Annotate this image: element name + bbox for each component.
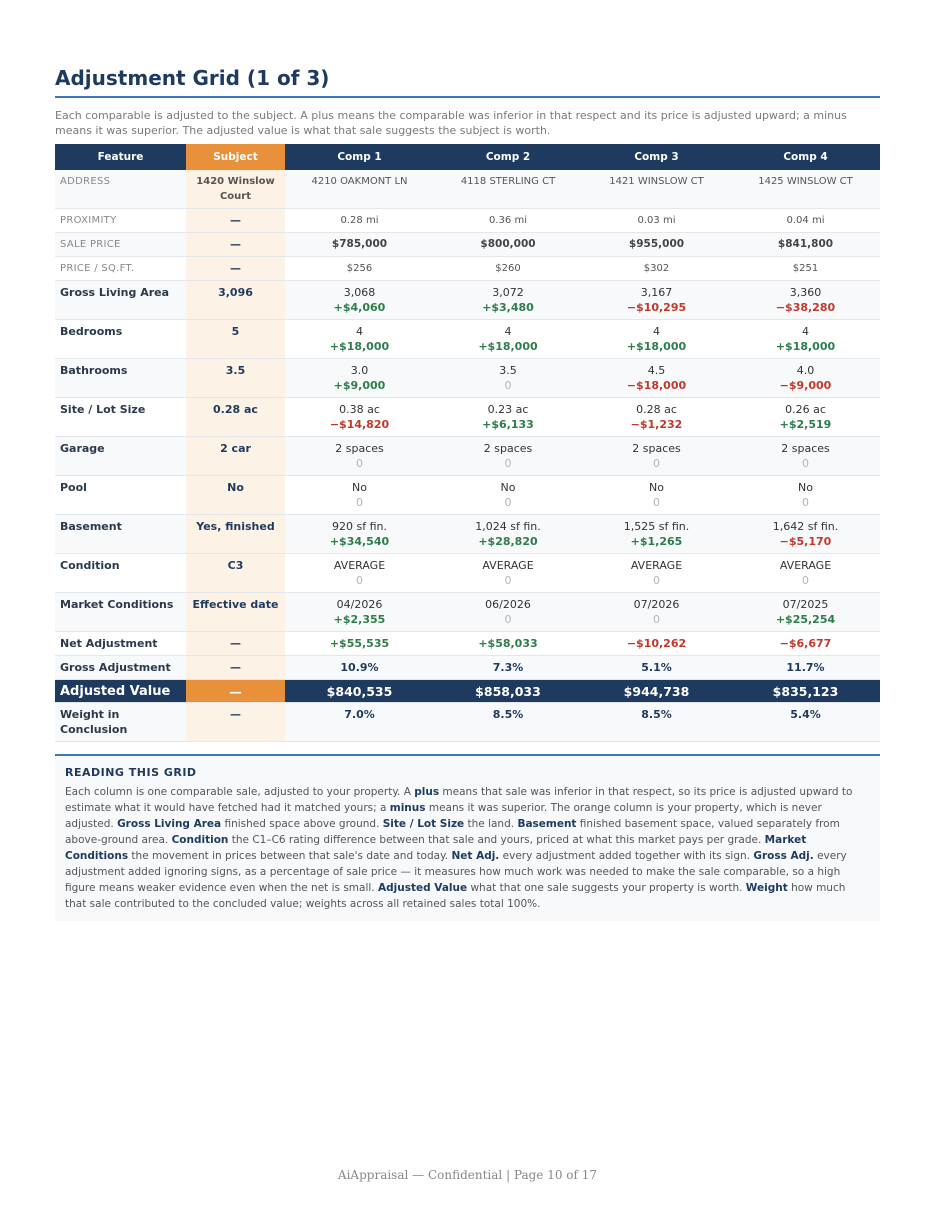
comp-cell xyxy=(434,281,582,320)
comp-cell: 0.28 mi xyxy=(285,209,434,233)
row-label: Site / Lot Size xyxy=(55,398,186,437)
row-feature xyxy=(55,554,880,593)
comp-cell xyxy=(582,398,731,437)
subject-cell: 3.5 xyxy=(186,359,285,398)
comp-cell: $256 xyxy=(285,257,434,281)
header-subject: Subject xyxy=(186,144,285,170)
comp-adjustment: −$18,000 xyxy=(626,379,687,392)
comp-cell xyxy=(731,593,880,632)
comp-value: 0.28 ac xyxy=(636,403,677,416)
reading-guide-title: READING THIS GRID xyxy=(65,766,197,779)
comp-value: AVERAGE xyxy=(630,559,683,572)
comp-adjustment: +$25,254 xyxy=(775,613,836,626)
comp-adjustment: 0 xyxy=(504,613,512,626)
comp-adjustment: +$3,480 xyxy=(482,301,534,314)
header-feature: Feature xyxy=(55,144,186,170)
row-label: PROXIMITY xyxy=(55,209,186,233)
comp-cell: 5.1% xyxy=(582,656,731,680)
legend-segment: how much that sale contributed to the concluded value; weights across all retained sales total 100%. xyxy=(65,882,846,910)
comp-adjustment: 0 xyxy=(356,574,363,587)
comp-cell xyxy=(582,593,731,632)
subject-cell: Yes, finished xyxy=(186,515,285,554)
comp-cell xyxy=(582,437,731,476)
comp-cell xyxy=(434,515,582,554)
comp-cell xyxy=(285,437,434,476)
term: Adjusted Value xyxy=(377,882,468,894)
comp-value: No xyxy=(500,481,516,494)
comp-cell xyxy=(434,437,582,476)
net-value: +$55,535 xyxy=(329,637,390,650)
header-comp-3: Comp 3 xyxy=(582,144,731,170)
subject-cell: Effective date xyxy=(186,593,285,632)
comp-cell xyxy=(731,515,880,554)
term: plus xyxy=(414,786,440,798)
comp-adjustment: 0 xyxy=(653,496,660,509)
comp-adjustment: −$10,295 xyxy=(626,301,687,314)
subject-cell: — xyxy=(186,209,285,233)
comp-cell: 4210 OAKMONT LN xyxy=(285,170,434,209)
comp-cell xyxy=(731,320,880,359)
comp-cell xyxy=(731,476,880,515)
row-label: PRICE / SQ.FT. xyxy=(55,257,186,281)
comp-cell: 4118 STERLING CT xyxy=(434,170,582,209)
term: Net Adj. xyxy=(451,850,500,862)
row-label: Weight in Conclusion xyxy=(55,703,186,742)
comp-cell xyxy=(434,359,582,398)
comp-adjustment: +$18,000 xyxy=(329,340,390,353)
legend-segment: finished space above ground. xyxy=(221,818,383,830)
row-address xyxy=(55,170,880,209)
row-label: Pool xyxy=(55,476,186,515)
comp-cell xyxy=(582,554,731,593)
subject-cell: — xyxy=(186,680,285,703)
term: Basement xyxy=(517,818,577,830)
row-net-adjustment xyxy=(55,632,880,656)
subject-cell: — xyxy=(186,257,285,281)
comp-adjustment: +$2,355 xyxy=(333,613,386,626)
legend-segment: means that sale was inferior in that respect, so its price is adjusted upward to estimate what it would have fetched had it matched yours; a xyxy=(65,786,853,814)
subject-cell: C3 xyxy=(186,554,285,593)
term: Market Conditions xyxy=(65,834,807,862)
comp-cell: 0.04 mi xyxy=(731,209,880,233)
comp-value: No xyxy=(352,481,367,494)
comp-cell xyxy=(285,593,434,632)
comp-value: No xyxy=(798,481,813,494)
comp-value: 0.38 ac xyxy=(339,403,380,416)
comp-value: 3,068 xyxy=(343,286,376,299)
comp-value: 4.5 xyxy=(647,364,666,377)
comp-value: 1,525 sf fin. xyxy=(623,520,690,533)
subject-cell: No xyxy=(186,476,285,515)
row-label: Gross Adjustment xyxy=(55,656,186,680)
comp-cell: $955,000 xyxy=(582,233,731,257)
term: Gross Adj. xyxy=(753,850,814,862)
comp-adjustment: +$18,000 xyxy=(626,340,687,353)
comp-value: 920 sf fin. xyxy=(332,520,387,533)
term: minus xyxy=(389,802,426,814)
comp-adjustment: +$18,000 xyxy=(775,340,836,353)
comp-cell xyxy=(582,476,731,515)
legend-segment: finished basement space, valued separately from above-ground area. xyxy=(65,818,840,846)
comp-value: 2 spaces xyxy=(781,442,830,455)
comp-adjustment: 0 xyxy=(653,613,660,626)
subject-cell: — xyxy=(186,656,285,680)
row-label: Bathrooms xyxy=(55,359,186,398)
comp-adjustment: +$9,000 xyxy=(333,379,386,392)
row-feature xyxy=(55,515,880,554)
comp-cell: $841,800 xyxy=(731,233,880,257)
comp-cell: 0.36 mi xyxy=(434,209,582,233)
comp-adjustment: +$18,000 xyxy=(478,340,538,353)
comp-value: No xyxy=(649,481,664,494)
comp-value: 2 spaces xyxy=(335,442,384,455)
legend-segment: Each column is one comparable sale, adjusted to your property. A xyxy=(65,786,415,798)
comp-value: 4 xyxy=(504,325,512,338)
subject-cell: 0.28 ac xyxy=(186,398,285,437)
comp-value: 4 xyxy=(356,325,363,338)
comp-cell: 5.4% xyxy=(731,703,880,742)
comp-adjustment: 0 xyxy=(356,496,363,509)
subject-cell: 1420 Winslow Court xyxy=(186,170,285,209)
comp-cell xyxy=(731,359,880,398)
subject-cell: 3,096 xyxy=(186,281,285,320)
comp-cell: 7.0% xyxy=(285,703,434,742)
row-price-sqft xyxy=(55,257,880,281)
row-weight xyxy=(55,703,880,742)
comp-cell xyxy=(285,476,434,515)
comp-cell xyxy=(285,320,434,359)
row-label: SALE PRICE xyxy=(55,233,186,257)
comp-value: 07/2026 xyxy=(633,598,680,611)
comp-adjustment: −$9,000 xyxy=(779,379,832,392)
row-feature xyxy=(55,281,880,320)
header-comp-1: Comp 1 xyxy=(285,144,434,170)
comp-cell xyxy=(731,632,880,656)
row-label: Gross Living Area xyxy=(55,281,186,320)
comp-cell xyxy=(285,398,434,437)
comp-adjustment: +$1,265 xyxy=(630,535,683,548)
row-label: Garage xyxy=(55,437,186,476)
comp-cell xyxy=(582,632,731,656)
row-label: Basement xyxy=(55,515,186,554)
comp-adjustment: +$2,519 xyxy=(779,418,832,431)
subject-cell: 2 car xyxy=(186,437,285,476)
comp-value: 4 xyxy=(653,325,660,338)
comp-adjustment: −$38,280 xyxy=(775,301,836,314)
comp-adjustment: 0 xyxy=(504,457,512,470)
comp-value: AVERAGE xyxy=(779,559,832,572)
row-proximity xyxy=(55,209,880,233)
comp-cell: 11.7% xyxy=(731,656,880,680)
comp-adjustment: +$34,540 xyxy=(329,535,390,548)
row-feature xyxy=(55,593,880,632)
row-sale-price xyxy=(55,233,880,257)
comp-value: 0.26 ac xyxy=(785,403,826,416)
comp-cell: $785,000 xyxy=(285,233,434,257)
row-feature xyxy=(55,437,880,476)
comp-cell: $260 xyxy=(434,257,582,281)
comp-cell: 8.5% xyxy=(434,703,582,742)
comp-cell xyxy=(582,515,731,554)
comp-adjustment: 0 xyxy=(504,574,512,587)
comp-value: 04/2026 xyxy=(336,598,383,611)
legend-segment: every adjustment added together with its sign. xyxy=(499,850,754,862)
page-footer: AiAppraisal — Confidential | Page 10 of 17 xyxy=(337,1168,598,1182)
row-feature xyxy=(55,359,880,398)
legend-segment: the C1–C6 rating difference between that sale and yours, priced at what this market pays per grade. xyxy=(228,834,765,846)
comp-cell xyxy=(582,320,731,359)
row-label: ADDRESS xyxy=(55,170,186,209)
term: Condition xyxy=(171,834,229,846)
comp-adjustment: −$1,232 xyxy=(630,418,683,431)
reading-guide xyxy=(55,754,880,921)
row-feature xyxy=(55,320,880,359)
comp-cell xyxy=(731,437,880,476)
page-title: Adjustment Grid (1 of 3) xyxy=(55,66,880,98)
comp-adjustment: 0 xyxy=(802,457,809,470)
legend-segment: what that one sale suggests your property is worth. xyxy=(467,882,746,894)
comp-value: 3,072 xyxy=(492,286,524,299)
comp-value: 1,642 sf fin. xyxy=(772,520,839,533)
comp-cell: 1421 WINSLOW CT xyxy=(582,170,731,209)
grid-header-row xyxy=(55,144,880,170)
comp-cell xyxy=(582,359,731,398)
comp-cell xyxy=(285,515,434,554)
header-comp-2: Comp 2 xyxy=(434,144,582,170)
comp-cell xyxy=(434,320,582,359)
comp-value: 06/2026 xyxy=(485,598,531,611)
row-gross-adjustment xyxy=(55,656,880,680)
row-label: Adjusted Value xyxy=(55,680,186,703)
comp-cell: $858,033 xyxy=(434,680,582,703)
comp-cell xyxy=(285,281,434,320)
comp-cell: 1425 WINSLOW CT xyxy=(731,170,880,209)
comp-value: AVERAGE xyxy=(333,559,386,572)
legend-segment: the land. xyxy=(464,818,518,830)
comp-adjustment: +$4,060 xyxy=(333,301,386,314)
comp-value: 3.0 xyxy=(350,364,369,377)
subject-cell: — xyxy=(186,233,285,257)
comp-cell xyxy=(434,554,582,593)
intro-text: Each comparable is adjusted to the subject. A plus means the comparable was inferior in that respect and its price is adjusted upward; a minus means it was superior. The adjusted value is what that sale suggests the subject is worth. xyxy=(55,109,847,137)
comp-cell xyxy=(731,554,880,593)
comp-cell: 0.03 mi xyxy=(582,209,731,233)
comp-cell: $251 xyxy=(731,257,880,281)
comp-value: 2 spaces xyxy=(632,442,681,455)
comp-cell: 7.3% xyxy=(434,656,582,680)
comp-cell xyxy=(434,398,582,437)
comp-adjustment: +$28,820 xyxy=(478,535,538,548)
net-value: −$10,262 xyxy=(626,637,687,650)
term: Weight xyxy=(745,882,788,894)
comp-cell xyxy=(582,281,731,320)
row-label: Condition xyxy=(55,554,186,593)
legend-segment: the movement in prices between that sale's date and today. xyxy=(128,850,452,862)
comp-adjustment: 0 xyxy=(356,457,363,470)
legend-segment: means it was superior. The orange column is your property, which is never adjusted. xyxy=(65,802,822,830)
row-feature xyxy=(55,476,880,515)
comp-adjustment: +$6,133 xyxy=(482,418,534,431)
term: Site / Lot Size xyxy=(382,818,465,830)
comp-value: 3.5 xyxy=(499,364,517,377)
comp-value: 4.0 xyxy=(796,364,815,377)
term: Gross Living Area xyxy=(117,818,222,830)
subject-cell: — xyxy=(186,632,285,656)
comp-cell xyxy=(731,398,880,437)
header-comp-4: Comp 4 xyxy=(731,144,880,170)
comp-cell: 8.5% xyxy=(582,703,731,742)
comp-cell: $840,535 xyxy=(285,680,434,703)
subject-cell: — xyxy=(186,703,285,742)
row-label: Bedrooms xyxy=(55,320,186,359)
comp-value: 3,360 xyxy=(789,286,822,299)
adjustment-grid xyxy=(55,144,880,742)
comp-value: 1,024 sf fin. xyxy=(475,520,541,533)
comp-adjustment: 0 xyxy=(802,574,809,587)
row-feature xyxy=(55,398,880,437)
row-label: Net Adjustment xyxy=(55,632,186,656)
comp-cell: $944,738 xyxy=(582,680,731,703)
comp-adjustment: 0 xyxy=(504,496,512,509)
row-label: Market Conditions xyxy=(55,593,186,632)
comp-cell xyxy=(434,476,582,515)
comp-value: 07/2025 xyxy=(782,598,829,611)
subject-cell: 5 xyxy=(186,320,285,359)
comp-cell: $302 xyxy=(582,257,731,281)
report-page xyxy=(55,66,880,921)
comp-adjustment: 0 xyxy=(504,379,512,392)
comp-adjustment: 0 xyxy=(653,457,660,470)
comp-adjustment: 0 xyxy=(802,496,809,509)
legend-segment: every adjustment added ignoring signs, as a percentage of sale price — it measures how much work was needed to make the sale comparable, so a high figure means weaker evidence even when the net is small. xyxy=(65,850,847,894)
comp-value: AVERAGE xyxy=(482,559,534,572)
comp-value: 0.23 ac xyxy=(487,403,529,416)
comp-adjustment: −$5,170 xyxy=(779,535,832,548)
comp-cell: 10.9% xyxy=(285,656,434,680)
comp-cell xyxy=(285,554,434,593)
comp-cell xyxy=(434,593,582,632)
reading-guide-text xyxy=(65,784,870,912)
comp-cell xyxy=(285,359,434,398)
comp-adjustment: 0 xyxy=(653,574,660,587)
comp-value: 4 xyxy=(802,325,809,338)
net-value: −$6,677 xyxy=(779,637,832,650)
net-value: +$58,033 xyxy=(478,637,538,650)
comp-cell xyxy=(731,281,880,320)
comp-cell: $800,000 xyxy=(434,233,582,257)
row-adjusted-value xyxy=(55,680,880,703)
comp-cell xyxy=(434,632,582,656)
comp-value: 3,167 xyxy=(640,286,673,299)
comp-adjustment: −$14,820 xyxy=(329,418,390,431)
comp-cell: $835,123 xyxy=(731,680,880,703)
comp-cell xyxy=(285,632,434,656)
comp-value: 2 spaces xyxy=(483,442,533,455)
